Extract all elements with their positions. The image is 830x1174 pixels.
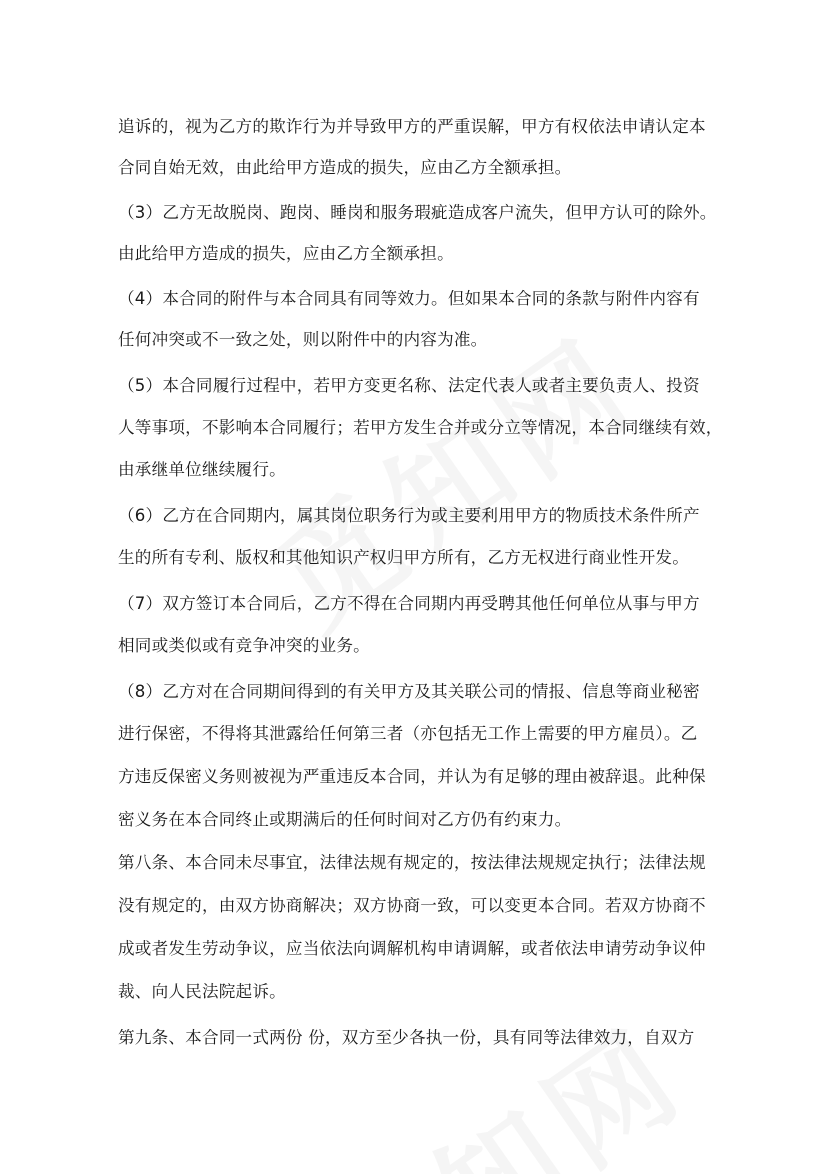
text-line: 没有规定的，由双方协商解决；双方协商一致，可以变更本合同。若双方协商不 bbox=[118, 896, 706, 915]
watermark bbox=[287, 980, 715, 1174]
text-line: 第八条、本合同未尽事宜，法律法规有规定的，按法律法规规定执行；法律法规 bbox=[118, 853, 706, 872]
text-line: 生的所有专利、版权和其他知识产权归甲方所有，乙方无权进行商业性开发。 bbox=[118, 548, 689, 567]
text-line: 进行保密，不得将其泄露给任何第三者（亦包括无工作上需要的甲方雇员）。乙 bbox=[118, 724, 698, 743]
text-line: （4）本合同的附件与本合同具有同等效力。但如果本合同的条款与附件内容有 bbox=[118, 289, 700, 308]
text-line: （3）乙方无故脱岗、跑岗、睡岗和服务瑕疵造成客户流失，但甲方认可的除外。 bbox=[118, 203, 717, 222]
text-line: 第九条、本合同一式两份 份，双方至少各执一份，具有同等法律效力，自双方 bbox=[118, 1028, 695, 1047]
text-line: （6）乙方在合同期内，属其岗位职务行为或主要利用甲方的物质技术条件所产 bbox=[118, 506, 700, 525]
text-line: （8）乙方对在合同期间得到的有关甲方及其关联公司的情报、信息等商业秘密 bbox=[118, 682, 700, 701]
text-line: 相同或类似或有竞争冲突的业务。 bbox=[118, 636, 370, 655]
text-line: 追诉的，视为乙方的欺诈行为并导致甲方的严重误解，甲方有权依法申请认定本 bbox=[118, 117, 706, 136]
text-line: 由承继单位继续履行。 bbox=[118, 460, 286, 479]
text-line: 合同自始无效，由此给甲方造成的损失，应由乙方全额承担。 bbox=[118, 158, 572, 177]
text-line: 密义务在本合同终止或期满后的任何时间对乙方仍有约束力。 bbox=[118, 810, 572, 829]
text-line: （7）双方签订本合同后，乙方不得在合同期内再受聘其他任何单位从事与甲方 bbox=[118, 594, 700, 613]
text-line: 任何冲突或不一致之处，则以附件中的内容为准。 bbox=[118, 330, 488, 349]
text-line: 由此给甲方造成的损失，应由乙方全额承担。 bbox=[118, 244, 454, 263]
text-line: （5）本合同履行过程中，若甲方变更名称、法定代表人或者主要负责人、投资 bbox=[118, 376, 700, 395]
text-line: 成或者发生劳动争议，应当依法向调解机构申请调解，或者依法申请劳动争议仲 bbox=[118, 939, 706, 958]
text-line: 方违反保密义务则被视为严重违反本合同，并认为有足够的理由被辞退。此种保 bbox=[118, 767, 706, 786]
text-line: 裁、向人民法院起诉。 bbox=[118, 982, 286, 1001]
text-line: 人等事项，不影响本合同履行；若甲方发生合并或分立等情况，本合同继续有效， bbox=[118, 418, 723, 437]
